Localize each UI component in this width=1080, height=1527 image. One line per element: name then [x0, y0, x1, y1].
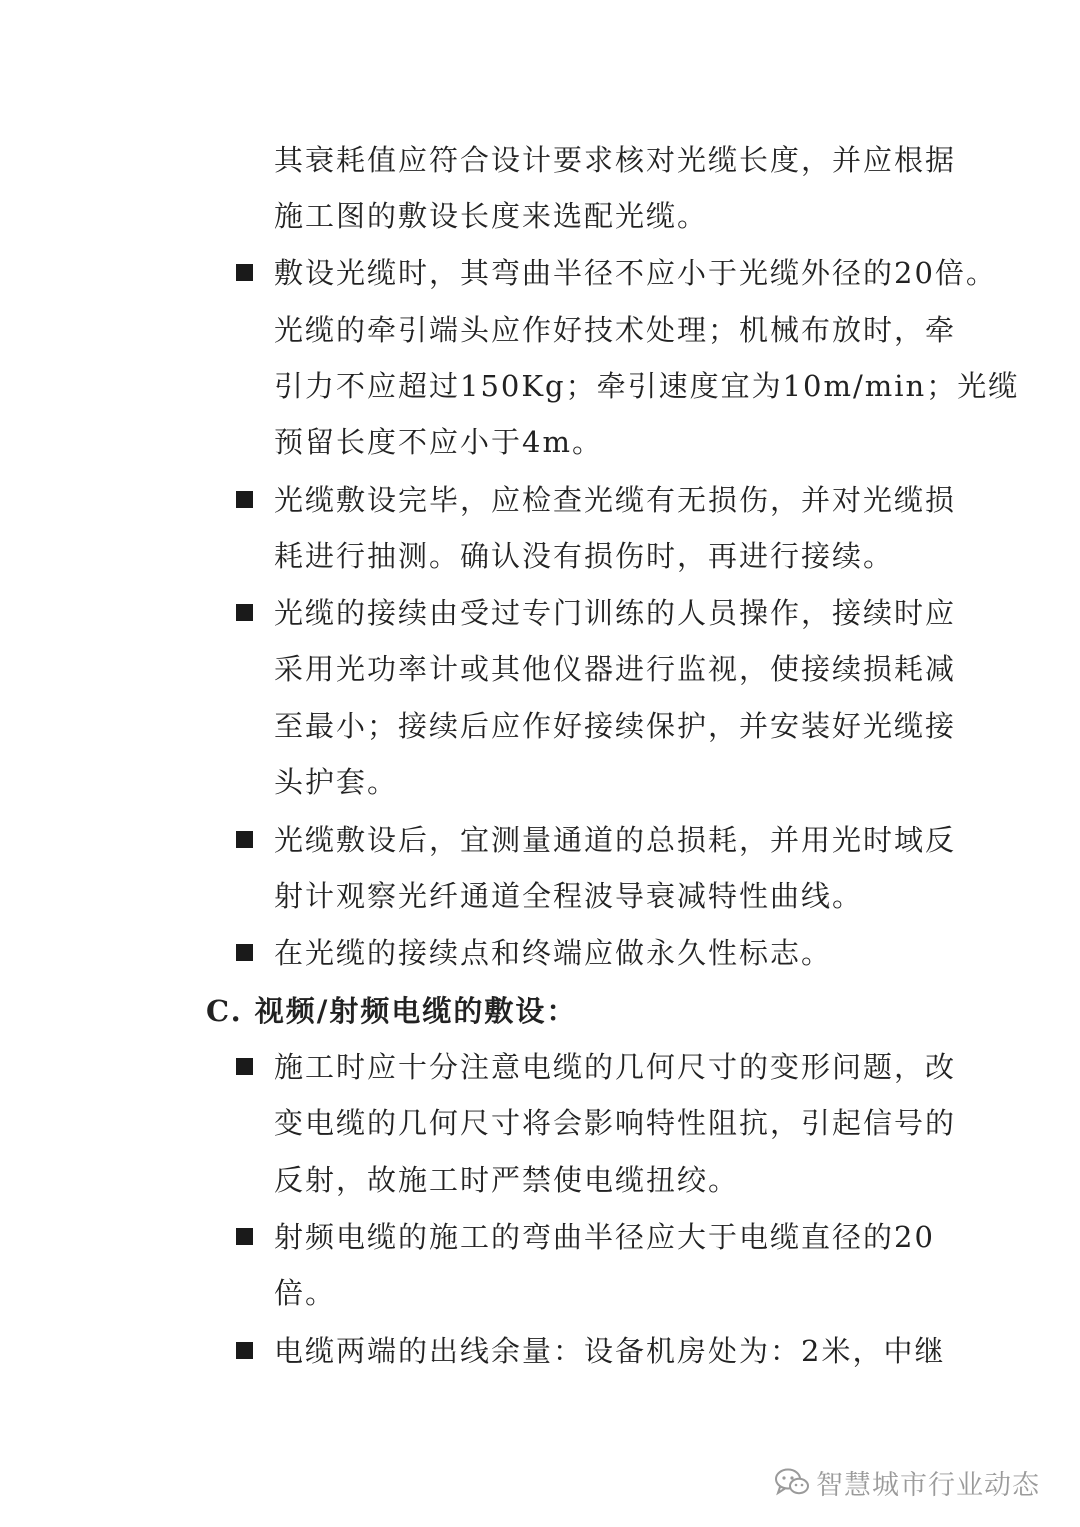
watermark-text: 智慧城市行业动态	[816, 1469, 1040, 1501]
list-item-line: 施工时应十分注意电缆的几何尺寸的变形问题，改	[274, 1050, 957, 1084]
list-item-line: 耗进行抽测。确认没有损伤时，再进行接续。	[274, 539, 895, 573]
list-item-line: 敷设光缆时，其弯曲半径不应小于光缆外径的20倍。	[274, 256, 997, 290]
bullet-icon	[236, 604, 253, 621]
intro-line: 其衰耗值应符合设计要求核对光缆长度，并应根据	[274, 143, 957, 177]
list-item-line: 光缆敷设后，宜测量通道的总损耗，并用光时域反	[274, 823, 957, 857]
watermark	[774, 1462, 1040, 1502]
bullet-icon	[236, 1228, 253, 1245]
list-item-line: 光缆的牵引端头应作好技术处理；机械布放时，牵	[274, 313, 957, 347]
list-item-line: 射频电缆的施工的弯曲半径应大于电缆直径的20	[274, 1220, 935, 1254]
list-item-line: 引力不应超过150Kg；牵引速度宜为10m/min；光缆	[274, 369, 1020, 403]
bullet-icon	[236, 491, 253, 508]
bullet-icon	[236, 944, 253, 961]
list-item-line: 在光缆的接续点和终端应做永久性标志。	[274, 936, 833, 970]
list-item-line: 射计观察光纤通道全程波导衰减特性曲线。	[274, 879, 864, 913]
list-item-line: 变电缆的几何尺寸将会影响特性阻抗，引起信号的	[274, 1106, 957, 1140]
list-item-line: 头护套。	[274, 765, 399, 799]
bullet-icon	[236, 1342, 253, 1359]
list-item-line: 电缆两端的出线余量：设备机房处为：2米，中继	[274, 1334, 946, 1368]
list-item-line: 预留长度不应小于4m。	[274, 425, 603, 459]
list-item-line: 采用光功率计或其他仪器进行监视，使接续损耗减	[274, 652, 957, 686]
list-item-line: 光缆的接续由受过专门训练的人员操作，接续时应	[274, 596, 957, 630]
bullet-icon	[236, 264, 253, 281]
list-item-line: 至最小；接续后应作好接续保护，并安装好光缆接	[274, 709, 957, 743]
list-item-line: 反射，故施工时严禁使电缆扭绞。	[274, 1163, 740, 1197]
list-item-line: 倍。	[274, 1276, 337, 1310]
intro-line: 施工图的敷设长度来选配光缆。	[274, 199, 709, 233]
wechat-icon	[774, 1467, 810, 1497]
bullet-icon	[236, 831, 253, 848]
bullet-icon	[236, 1058, 253, 1075]
list-item-line: 光缆敷设完毕，应检查光缆有无损伤，并对光缆损	[274, 483, 957, 517]
section-heading: C. 视频/射频电缆的敷设：	[206, 994, 578, 1028]
